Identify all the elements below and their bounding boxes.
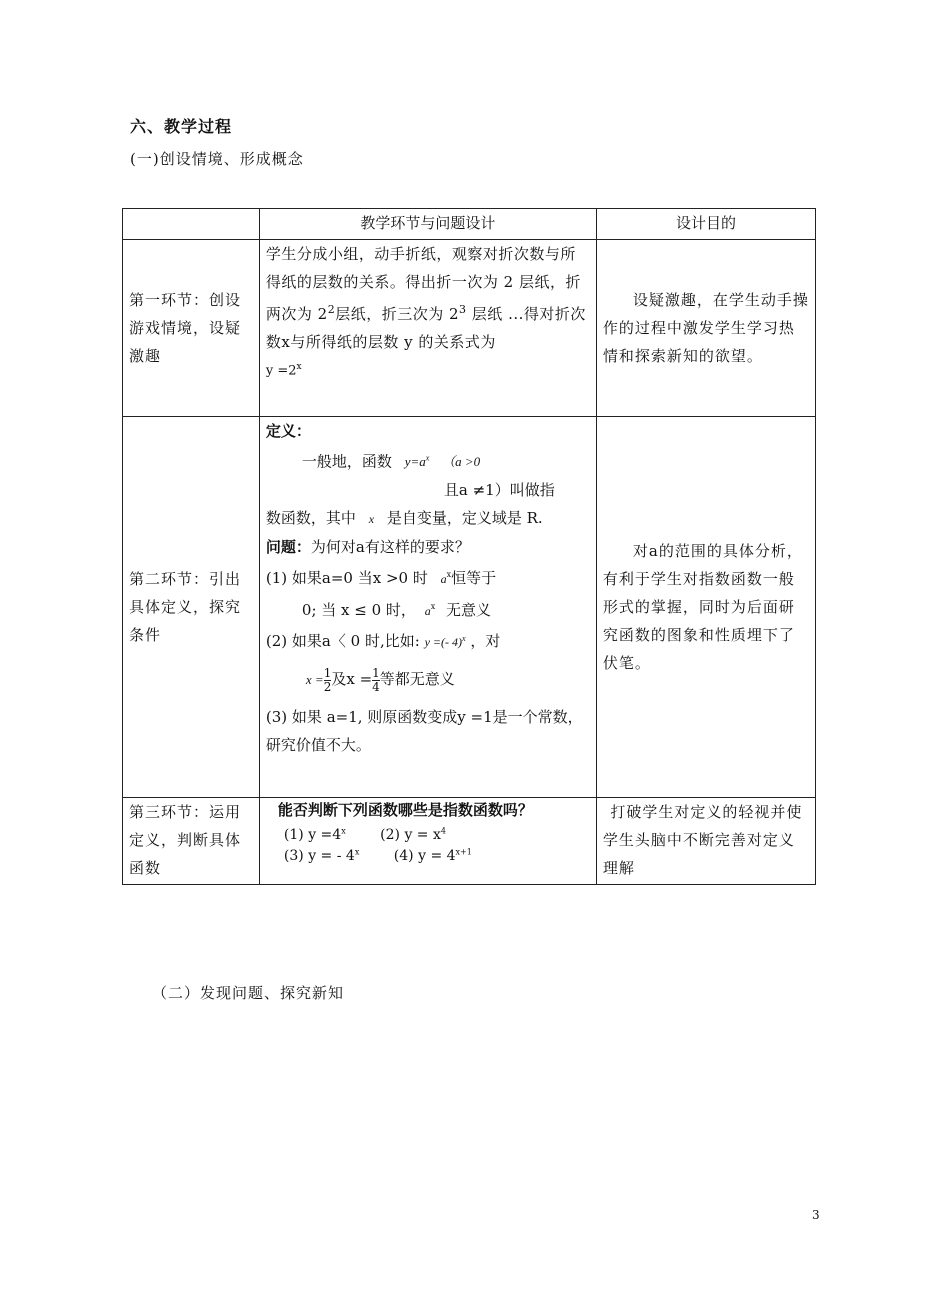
fraction: $\frac{1}{4}$	[372, 665, 380, 694]
case-3: (3) 如果 a=1, 则原函数变成y =1是一个常数，研究价值不大。	[265, 708, 583, 755]
stage-cell: 第一环节：创设游戏情境，设疑激趣	[123, 240, 260, 417]
table-row	[123, 798, 816, 885]
definition-line: 且a ≠1）叫做指	[443, 481, 555, 500]
purpose-cell: 设疑激趣，在学生动手操作的过程中激发学生学习热情和探索新知的欲望。	[596, 240, 815, 417]
fraction: $\frac{1}{2}$	[323, 665, 332, 694]
design-text: 学生分成小组，动手折纸，观察对折次数与所得纸的层数的关系。得出折一次为 2 层纸，折两次为 $2^2$层纸，折三次为 $2^3$ 层纸 ...得对折次数x与所得纸的层数 y 的关系式为	[265, 245, 586, 351]
function-list-1: (1) $y =4^x$ (2) $y = x^4$	[283, 826, 446, 843]
question-text: 能否判断下列函数哪些是指数函数吗？	[277, 801, 533, 819]
definition-label: 定义：	[265, 422, 311, 440]
header-cell-purpose: 设计目的	[596, 209, 815, 240]
table-header-row	[123, 209, 816, 240]
lesson-table	[122, 208, 816, 885]
section-heading: 六、教学过程	[130, 117, 233, 136]
definition-line: 一般地，函数 $y=a^x$ （a >0	[301, 452, 481, 471]
case-2-cont: x = $\frac{1}{2}$ 及x = $\frac{1}{4}$ 等都无意义	[305, 665, 455, 694]
header-cell-stage	[123, 209, 260, 240]
purpose-cell: 对a的范围的具体分析，有利于学生对指数函数一般形式的掌握，同时为后面研究函数的图象和性质埋下了伏笔。	[596, 417, 815, 798]
definition-line: 数函数，其中 x 是自变量，定义域是 R.	[265, 509, 543, 528]
page-number: 3	[812, 1208, 820, 1222]
case-1: (1) 如果a=0 当x >0 时 $a^x$恒等于	[265, 569, 497, 588]
design-cell	[259, 417, 596, 798]
case-2: (2) 如果a〈 0 时,比如: y =(- 4)$^x$ ，对	[265, 632, 501, 651]
subsection-heading-1: (一)创设情境、形成概念	[130, 150, 304, 168]
function-list-2: (3) y = - 4$^x$ (4) $y = 4^{x+1}$	[283, 847, 472, 865]
question-line: 问题：为何对a有这样的要求？	[265, 538, 470, 557]
stage-cell: 第二环节：引出具体定义，探究条件	[123, 417, 260, 798]
formula: $y =2^x$	[265, 362, 302, 379]
header-cell-design: 教学环节与问题设计	[259, 209, 596, 240]
case-1-cont: 0; 当 x ≤ 0 时， $a^x$ 无意义	[301, 601, 492, 620]
design-cell	[259, 240, 596, 417]
stage-cell: 第三环节：运用定义，判断具体函数	[123, 798, 260, 885]
table-row	[123, 417, 816, 798]
subsection-heading-2: （二）发现问题、探究新知	[152, 984, 345, 1002]
purpose-cell: 打破学生对定义的轻视并使学生头脑中不断完善对定义理解	[596, 798, 815, 885]
table-row	[123, 240, 816, 417]
design-cell	[259, 798, 596, 885]
